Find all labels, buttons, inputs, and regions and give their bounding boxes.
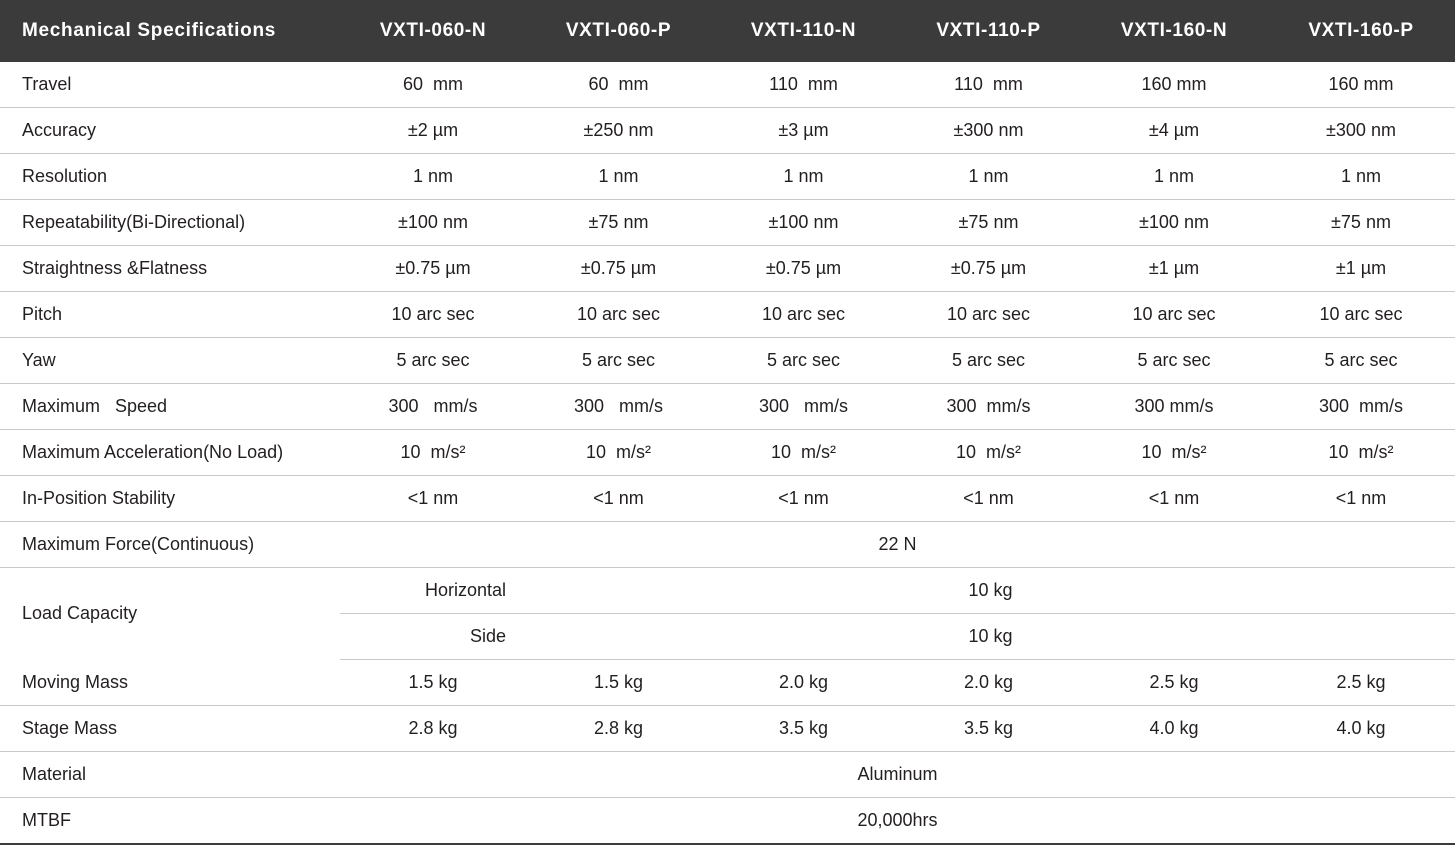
row-value: 1 nm xyxy=(526,154,711,200)
row-value: 110 mm xyxy=(711,62,896,108)
row-value: 1.5 kg xyxy=(526,660,711,706)
table-row xyxy=(0,660,1455,706)
row-value: 10 m/s² xyxy=(340,430,526,476)
row-value: ±75 nm xyxy=(526,200,711,246)
row-value: ±0.75 µm xyxy=(340,246,526,292)
row-label: In-Position Stability xyxy=(0,476,340,522)
table-body xyxy=(0,62,1455,844)
table-row xyxy=(0,62,1455,108)
table-header xyxy=(0,0,1455,62)
row-value: ±0.75 µm xyxy=(896,246,1081,292)
header-model-1: VXTI-060-N xyxy=(340,0,526,62)
table-row xyxy=(0,246,1455,292)
table-row xyxy=(0,522,1455,568)
table-row xyxy=(0,108,1455,154)
row-value: 5 arc sec xyxy=(340,338,526,384)
row-value: 60 mm xyxy=(340,62,526,108)
row-value: ±300 nm xyxy=(896,108,1081,154)
table-row xyxy=(0,200,1455,246)
row-value: 300 mm/s xyxy=(1267,384,1455,430)
row-value: <1 nm xyxy=(526,476,711,522)
header-model-5: VXTI-160-N xyxy=(1081,0,1267,62)
table-row xyxy=(0,476,1455,522)
row-label-load-capacity: Load Capacity xyxy=(22,603,138,624)
table-row xyxy=(0,798,1455,845)
row-label: Repeatability(Bi-Directional) xyxy=(0,200,340,246)
row-value-merged: 10 kg xyxy=(526,614,1455,660)
row-value: 300 mm/s xyxy=(1081,384,1267,430)
row-value: ±0.75 µm xyxy=(526,246,711,292)
row-label: MTBF xyxy=(0,798,340,845)
row-value: 110 mm xyxy=(896,62,1081,108)
row-value: 4.0 kg xyxy=(1267,706,1455,752)
row-value: 160 mm xyxy=(1267,62,1455,108)
table-row xyxy=(0,292,1455,338)
row-label: Maximum Acceleration(No Load) xyxy=(0,430,340,476)
row-value: 60 mm xyxy=(526,62,711,108)
header-model-6: VXTI-160-P xyxy=(1267,0,1455,62)
row-value: <1 nm xyxy=(340,476,526,522)
row-value: <1 nm xyxy=(1081,476,1267,522)
row-value: ±100 nm xyxy=(1081,200,1267,246)
header-spec-label: Mechanical Specifications xyxy=(0,0,340,62)
row-value: 10 arc sec xyxy=(526,292,711,338)
row-value: 300 mm/s xyxy=(896,384,1081,430)
row-value: 10 arc sec xyxy=(340,292,526,338)
table-row xyxy=(0,706,1455,752)
header-row xyxy=(0,0,1455,62)
row-value: 10 m/s² xyxy=(1267,430,1455,476)
row-value-merged: 22 N xyxy=(340,522,1455,568)
row-label: Maximum Speed xyxy=(0,384,340,430)
table-row xyxy=(0,430,1455,476)
row-label: Resolution xyxy=(0,154,340,200)
row-sublabel-side: Side xyxy=(340,614,526,660)
row-value: ±1 µm xyxy=(1081,246,1267,292)
row-value: 10 arc sec xyxy=(711,292,896,338)
row-value: ±1 µm xyxy=(1267,246,1455,292)
row-value: 300 mm/s xyxy=(526,384,711,430)
row-label: Material xyxy=(0,752,340,798)
row-label: Stage Mass xyxy=(0,706,340,752)
row-value: ±250 nm xyxy=(526,108,711,154)
row-label: Travel xyxy=(0,62,340,108)
row-value: 4.0 kg xyxy=(1081,706,1267,752)
row-value: 5 arc sec xyxy=(526,338,711,384)
row-value: 1 nm xyxy=(1081,154,1267,200)
row-value: ±4 µm xyxy=(1081,108,1267,154)
header-model-4: VXTI-110-P xyxy=(896,0,1081,62)
table-row xyxy=(0,752,1455,798)
row-value: 5 arc sec xyxy=(896,338,1081,384)
row-value: 10 m/s² xyxy=(896,430,1081,476)
row-value: 5 arc sec xyxy=(1081,338,1267,384)
row-value: 300 mm/s xyxy=(711,384,896,430)
row-value-merged: 20,000hrs xyxy=(340,798,1455,845)
row-value: 3.5 kg xyxy=(896,706,1081,752)
row-value: 1 nm xyxy=(340,154,526,200)
row-value: 10 m/s² xyxy=(526,430,711,476)
row-value: 2.5 kg xyxy=(1267,660,1455,706)
row-value: 10 m/s² xyxy=(711,430,896,476)
row-value: <1 nm xyxy=(896,476,1081,522)
row-value: 1.5 kg xyxy=(340,660,526,706)
row-value: 1 nm xyxy=(1267,154,1455,200)
row-value: 2.8 kg xyxy=(526,706,711,752)
row-value: 2.5 kg xyxy=(1081,660,1267,706)
row-value: <1 nm xyxy=(1267,476,1455,522)
row-value: ±75 nm xyxy=(1267,200,1455,246)
row-value: 3.5 kg xyxy=(711,706,896,752)
row-label: Accuracy xyxy=(0,108,340,154)
row-value: ±100 nm xyxy=(711,200,896,246)
row-value: 10 arc sec xyxy=(1267,292,1455,338)
row-value: ±300 nm xyxy=(1267,108,1455,154)
row-value: 10 m/s² xyxy=(1081,430,1267,476)
row-value: ±0.75 µm xyxy=(711,246,896,292)
row-label: Maximum Force(Continuous) xyxy=(0,522,340,568)
header-model-2: VXTI-060-P xyxy=(526,0,711,62)
row-value: 160 mm xyxy=(1081,62,1267,108)
row-value: 5 arc sec xyxy=(1267,338,1455,384)
row-value: 2.0 kg xyxy=(711,660,896,706)
row-label: Pitch xyxy=(0,292,340,338)
table-row xyxy=(0,154,1455,200)
row-value: ±100 nm xyxy=(340,200,526,246)
row-value: 300 mm/s xyxy=(340,384,526,430)
row-value: 10 arc sec xyxy=(896,292,1081,338)
row-value-merged: 10 kg xyxy=(526,568,1455,614)
row-label: Yaw xyxy=(0,338,340,384)
table-row xyxy=(0,338,1455,384)
row-sublabel-horizontal: Horizontal xyxy=(340,568,526,614)
row-value: ±75 nm xyxy=(896,200,1081,246)
row-value: 2.8 kg xyxy=(340,706,526,752)
row-value-merged: Aluminum xyxy=(340,752,1455,798)
row-value: ±2 µm xyxy=(340,108,526,154)
row-value: 1 nm xyxy=(711,154,896,200)
row-value: 5 arc sec xyxy=(711,338,896,384)
row-label: Straightness &Flatness xyxy=(0,246,340,292)
row-value: <1 nm xyxy=(711,476,896,522)
header-model-3: VXTI-110-N xyxy=(711,0,896,62)
table-row xyxy=(0,384,1455,430)
row-value: 1 nm xyxy=(896,154,1081,200)
row-value: ±3 µm xyxy=(711,108,896,154)
table-row xyxy=(0,568,1455,614)
row-value: 10 arc sec xyxy=(1081,292,1267,338)
row-label: Moving Mass xyxy=(0,660,340,706)
row-value: 2.0 kg xyxy=(896,660,1081,706)
